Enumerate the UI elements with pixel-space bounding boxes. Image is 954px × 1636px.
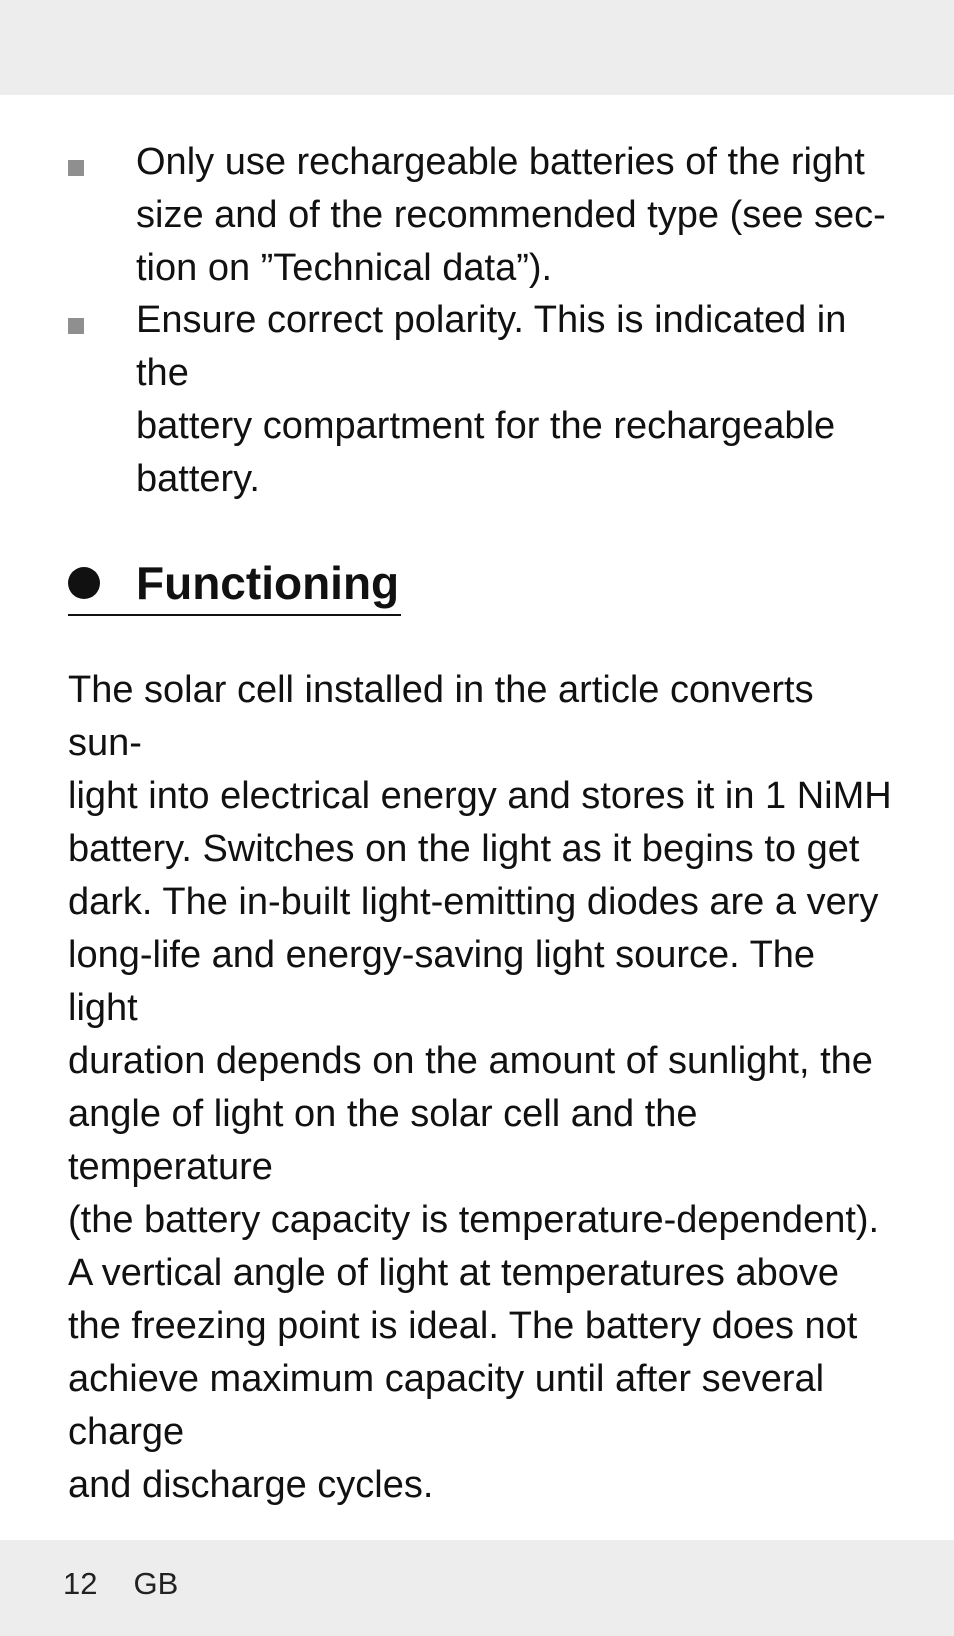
body-line: A vertical angle of light at temperatures above xyxy=(68,1252,840,1294)
body-line: achieve maximum capacity until after several charge xyxy=(68,1358,825,1453)
bullet-square-icon xyxy=(68,318,84,334)
body-paragraph xyxy=(68,664,894,1512)
section-heading xyxy=(68,552,401,616)
bullet-list xyxy=(0,136,954,506)
body-line: the freezing point is ideal. The battery does not xyxy=(68,1305,858,1347)
page-footer xyxy=(63,1562,178,1606)
body-line: light into electrical energy and stores it in 1 NiMH xyxy=(68,775,892,817)
body-line: The solar cell installed in the article converts sun- xyxy=(68,669,814,764)
bullet-line: battery compartment for the rechargeable xyxy=(136,404,836,447)
page-number: 12 xyxy=(63,1566,98,1601)
bullet-line: battery. xyxy=(136,457,260,500)
heading-dot-icon xyxy=(68,567,100,599)
bullet-square-icon xyxy=(68,160,84,176)
bullet-line: Ensure correct polarity. This is indicated in the xyxy=(136,299,847,395)
language-code: GB xyxy=(133,1566,179,1601)
bullet-line: size and of the recommended type (see sec- xyxy=(136,193,886,236)
bullet-item xyxy=(0,294,954,505)
body-line: battery. Switches on the light as it begins to get xyxy=(68,828,860,870)
body-line: and discharge cycles. xyxy=(68,1464,434,1506)
bullet-item xyxy=(0,136,954,294)
bullet-line: tion on ”Technical data”). xyxy=(136,246,553,289)
body-line: dark. The in-built light-emitting diodes are a very xyxy=(68,881,879,923)
body-line: (the battery capacity is temperature-dependent). xyxy=(68,1199,880,1241)
body-line: duration depends on the amount of sunlight, the xyxy=(68,1040,873,1082)
top-margin-band xyxy=(0,0,954,95)
body-line: angle of light on the solar cell and the temperature xyxy=(68,1093,698,1188)
body-line: long-life and energy-saving light source. The light xyxy=(68,934,816,1029)
bullet-line: Only use rechargeable batteries of the right xyxy=(136,141,865,183)
section-title: Functioning xyxy=(136,557,400,609)
